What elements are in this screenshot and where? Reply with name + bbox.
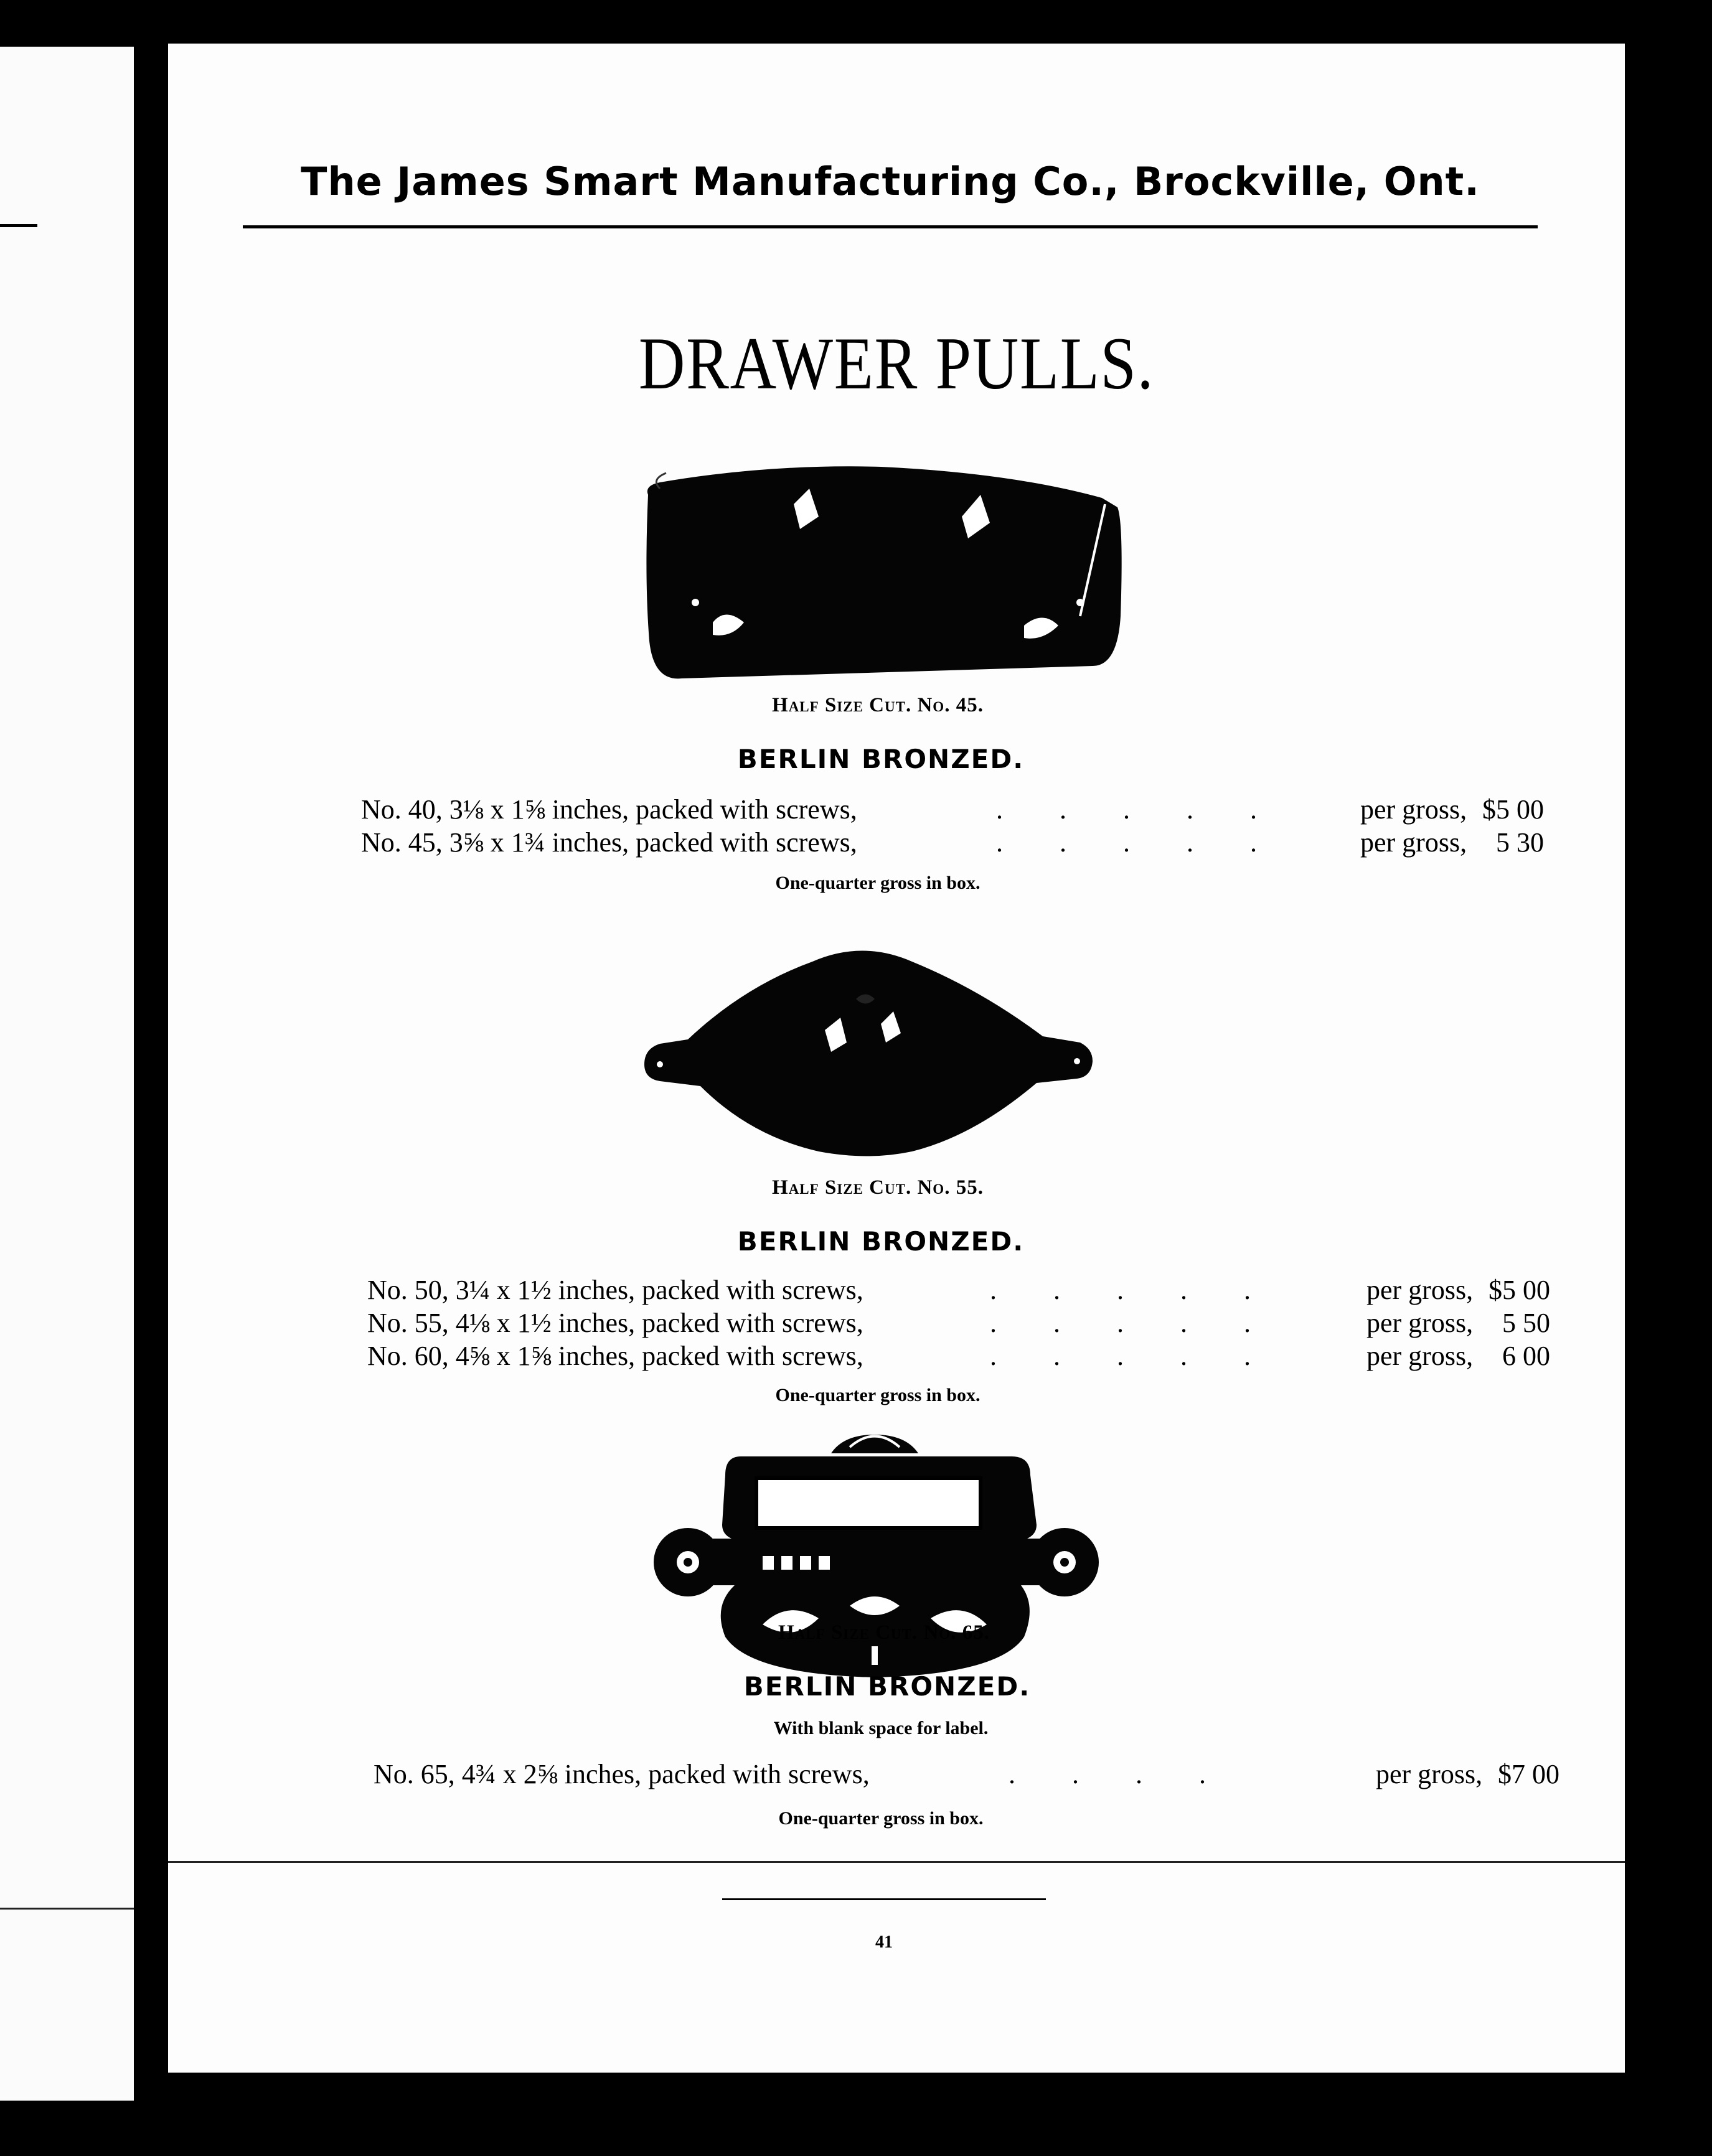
leader-dots: . . . . . xyxy=(996,794,1282,825)
packing-note-3: One-quarter gross in box. xyxy=(778,1808,984,1829)
facing-page-bottom-rule xyxy=(0,1908,134,1910)
drawer-pull-45-illustration xyxy=(644,436,1130,703)
item-price: $7 00 xyxy=(1498,1759,1559,1789)
drawer-pull-55-illustration xyxy=(632,937,1105,1170)
finish-heading-2: BERLIN BRONZED. xyxy=(737,1226,1025,1257)
leader-dots: . . . . . xyxy=(990,1308,1276,1338)
price-row xyxy=(367,1340,1550,1375)
facing-page-rule xyxy=(0,224,37,227)
price-row xyxy=(367,1274,1550,1309)
price-label: per gross, xyxy=(1366,1341,1474,1371)
price-row xyxy=(361,827,1544,861)
book-spine xyxy=(134,47,168,2119)
page-bottom-rule xyxy=(168,1861,1625,1863)
leader-dots: . . . . . xyxy=(990,1275,1276,1305)
price-label: per gross, xyxy=(1366,1308,1474,1338)
finish-heading-1: BERLIN BRONZED. xyxy=(737,744,1025,774)
item-description: No. 65, 4¾ x 2⅝ inches, packed with screws, xyxy=(374,1759,870,1789)
price-row xyxy=(367,1307,1550,1342)
item-price: 5 30 xyxy=(1496,827,1544,858)
item-description: No. 50, 3¼ x 1½ inches, packed with screws, xyxy=(367,1275,863,1305)
item-price: $5 00 xyxy=(1489,1275,1550,1305)
page-number: 41 xyxy=(875,1933,893,1952)
figure-caption-65: Half Size Cut. No. 65. xyxy=(778,1621,990,1644)
item-description: No. 40, 3⅛ x 1⅝ inches, packed with screws, xyxy=(361,794,857,825)
label-note: With blank space for label. xyxy=(773,1718,989,1738)
packing-note-1: One-quarter gross in box. xyxy=(775,873,981,893)
header-rule xyxy=(243,225,1538,228)
item-price: $5 00 xyxy=(1482,794,1544,825)
item-description: No. 55, 4⅛ x 1½ inches, packed with screws, xyxy=(367,1308,863,1338)
price-label: per gross, xyxy=(1376,1759,1483,1789)
leader-dots: . . . . . xyxy=(990,1341,1276,1371)
catalog-page xyxy=(168,44,1625,2073)
item-price: 6 00 xyxy=(1502,1341,1550,1371)
price-row xyxy=(374,1758,1559,1793)
footer-rule xyxy=(722,1898,1046,1900)
figure-caption-55: Half Size Cut. No. 55. xyxy=(772,1176,984,1199)
figure-caption-45: Half Size Cut. No. 45. xyxy=(772,694,984,716)
leader-dots: . . . . xyxy=(1009,1759,1231,1789)
packing-note-2: One-quarter gross in box. xyxy=(775,1385,981,1405)
facing-page-edge xyxy=(0,47,134,2101)
page-title: DRAWER PULLS. xyxy=(638,322,1155,405)
item-description: No. 60, 4⅝ x 1⅝ inches, packed with screws, xyxy=(367,1341,863,1371)
item-description: No. 45, 3⅝ x 1¾ inches, packed with screws, xyxy=(361,827,857,858)
price-row xyxy=(361,794,1544,828)
price-label: per gross, xyxy=(1360,827,1467,858)
price-label: per gross, xyxy=(1360,794,1467,825)
leader-dots: . . . . . xyxy=(996,827,1282,858)
company-header: The James Smart Manufacturing Co., Brockville, Ont. xyxy=(301,159,1480,204)
item-price: 5 50 xyxy=(1502,1308,1550,1338)
finish-heading-3: BERLIN BRONZED. xyxy=(743,1671,1031,1702)
drawer-pull-65-illustration xyxy=(638,1400,1111,1699)
price-label: per gross, xyxy=(1366,1275,1474,1305)
